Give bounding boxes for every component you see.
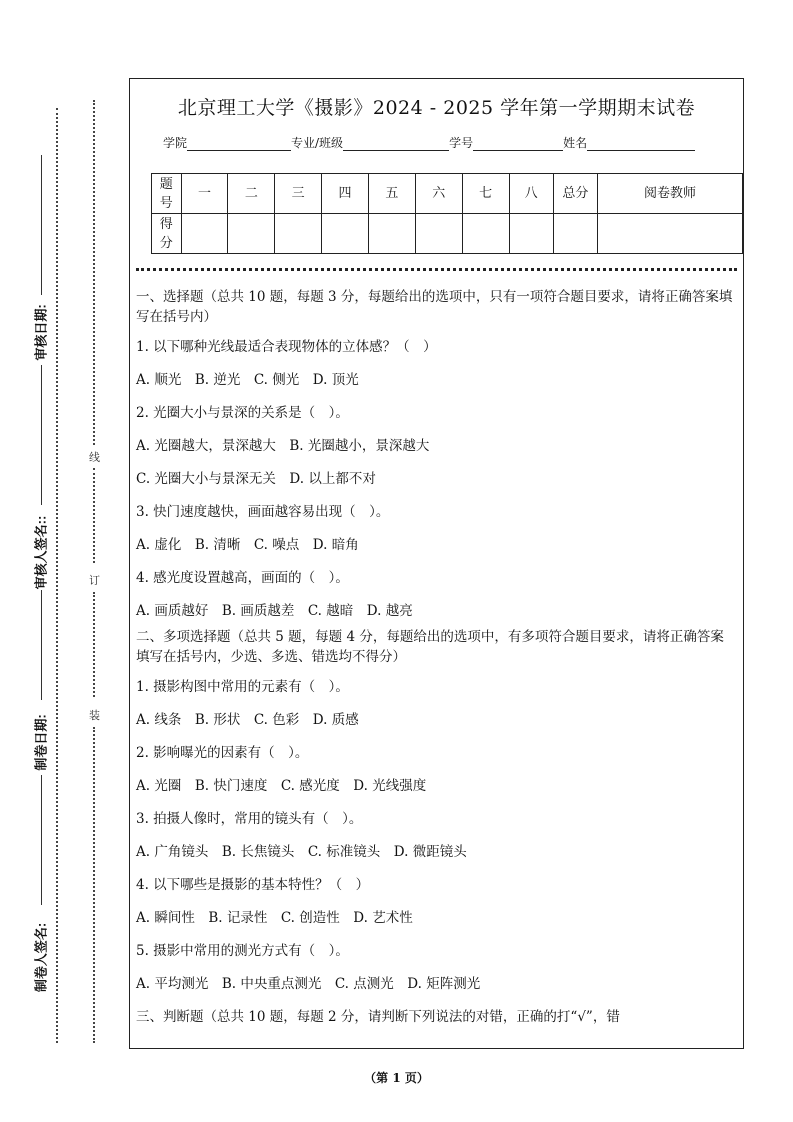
exam-title: 北京理工大学《摄影》2024 - 2025 学年第一学期期末试卷 — [177, 97, 696, 119]
question-options: A. 瞬间性 B. 记录性 C. 创造性 D. 艺术性 — [136, 910, 413, 926]
maker-sign-label: 制卷人签名: — [33, 922, 49, 993]
question-options: A. 顺光 B. 逆光 C. 侧光 D. 顶光 — [136, 372, 359, 388]
binding-char-bind: 订 — [89, 574, 100, 587]
col-2: 二 — [228, 174, 275, 214]
student-id-label: 学号 — [449, 136, 474, 150]
score-table-header-row — [152, 174, 743, 214]
question-options: A. 光圈越大，景深越大 B. 光圈越小，景深越大 — [136, 438, 430, 454]
binding-dotted-inner-2 — [93, 468, 95, 563]
student-id-field[interactable] — [473, 138, 563, 151]
major-field[interactable] — [343, 138, 449, 151]
binding-line-4 — [41, 775, 42, 905]
score-table — [151, 173, 743, 254]
col-5: 五 — [368, 174, 415, 214]
dotted-separator — [136, 268, 737, 271]
col-grader: 阅卷教师 — [597, 174, 742, 214]
page-number: （第 1 页） — [364, 1071, 429, 1085]
score-cell[interactable] — [275, 214, 322, 254]
make-date-label: 制卷日期: — [33, 714, 49, 771]
question-text: 4. 感光度设置越高，画面的（ ）。 — [136, 570, 349, 586]
college-label: 学院 — [163, 136, 188, 150]
col-1: 一 — [181, 174, 228, 214]
binding-char-line: 线 — [89, 451, 100, 464]
exam-frame — [129, 78, 744, 1049]
score-cell[interactable] — [415, 214, 462, 254]
binding-dotted-outer — [56, 108, 58, 1043]
binding-line-3 — [41, 590, 42, 700]
question-options: A. 光圈 B. 快门速度 C. 感光度 D. 光线强度 — [136, 778, 427, 794]
score-cell[interactable] — [322, 214, 369, 254]
score-cell[interactable] — [462, 214, 509, 254]
score-cell[interactable] — [181, 214, 228, 254]
question-text: 2. 影响曝光的因素有（ ）。 — [136, 745, 309, 761]
name-label: 姓名 — [563, 136, 588, 150]
row-label-score: 得分 — [152, 214, 182, 254]
score-cell-total[interactable] — [553, 214, 597, 254]
question-options: C. 光圈大小与景深无关 D. 以上都不对 — [136, 471, 376, 487]
question-text: 3. 拍摄人像时，常用的镜头有（ ）。 — [136, 811, 363, 827]
col-4: 四 — [322, 174, 369, 214]
binding-dotted-inner — [93, 100, 95, 445]
section-2-heading: 二、多项选择题（总共 5 题，每题 4 分，每题给出的选项中，有多项符合题目要求，请将正确答案填写在括号内，少选、多选、错选均不得分） — [136, 629, 724, 665]
col-6: 六 — [415, 174, 462, 214]
col-total: 总分 — [553, 174, 597, 214]
binding-line-2 — [41, 365, 42, 505]
question-text: 3. 快门速度越快，画面越容易出现（ ）。 — [136, 504, 390, 520]
score-cell[interactable] — [228, 214, 275, 254]
binding-char-fold: 装 — [89, 709, 100, 722]
question-text: 1. 以下哪种光线最适合表现物体的立体感？（ ） — [136, 339, 437, 355]
col-3: 三 — [275, 174, 322, 214]
section-1-heading: 一、选择题（总共 10 题，每题 3 分，每题给出的选项中，只有一项符合题目要求，请将正确答案填写在括号内） — [136, 289, 733, 325]
score-cell[interactable] — [509, 214, 553, 254]
question-options: A. 平均测光 B. 中央重点测光 C. 点测光 D. 矩阵测光 — [136, 976, 481, 992]
exam-content — [136, 287, 737, 1040]
row-label-question: 题号 — [152, 174, 182, 214]
score-cell[interactable] — [368, 214, 415, 254]
binding-line-1 — [41, 155, 42, 295]
question-options: A. 画质越好 B. 画质越差 C. 越暗 D. 越亮 — [136, 603, 413, 619]
question-options: A. 虚化 B. 清晰 C. 噪点 D. 暗角 — [136, 537, 359, 553]
score-table-score-row — [152, 214, 743, 254]
name-field[interactable] — [587, 138, 695, 151]
score-cell-grader[interactable] — [597, 214, 742, 254]
section-3-heading: 三、判断题（总共 10 题，每题 2 分，请判断下列说法的对错，正确的打“√”，错 — [136, 1009, 620, 1025]
college-field[interactable] — [187, 138, 291, 151]
question-text: 2. 光圈大小与景深的关系是（ ）。 — [136, 405, 349, 421]
question-text: 5. 摄影中常用的测光方式有（ ）。 — [136, 943, 349, 959]
major-label: 专业/班级 — [291, 136, 344, 150]
col-7: 七 — [462, 174, 509, 214]
question-text: 1. 摄影构图中常用的元素有（ ）。 — [136, 679, 349, 695]
col-8: 八 — [509, 174, 553, 214]
binding-dotted-inner-4 — [93, 727, 95, 1043]
question-text: 4. 以下哪些是摄影的基本特性？（ ） — [136, 877, 370, 893]
question-options: A. 广角镜头 B. 长焦镜头 C. 标准镜头 D. 微距镜头 — [136, 844, 467, 860]
question-options: A. 线条 B. 形状 C. 色彩 D. 质感 — [136, 712, 359, 728]
reviewer-sign-label: 审核人签名:: — [33, 515, 49, 590]
binding-dotted-inner-3 — [93, 592, 95, 697]
student-info-row — [163, 134, 695, 151]
review-date-label: 审核日期: — [33, 304, 49, 361]
